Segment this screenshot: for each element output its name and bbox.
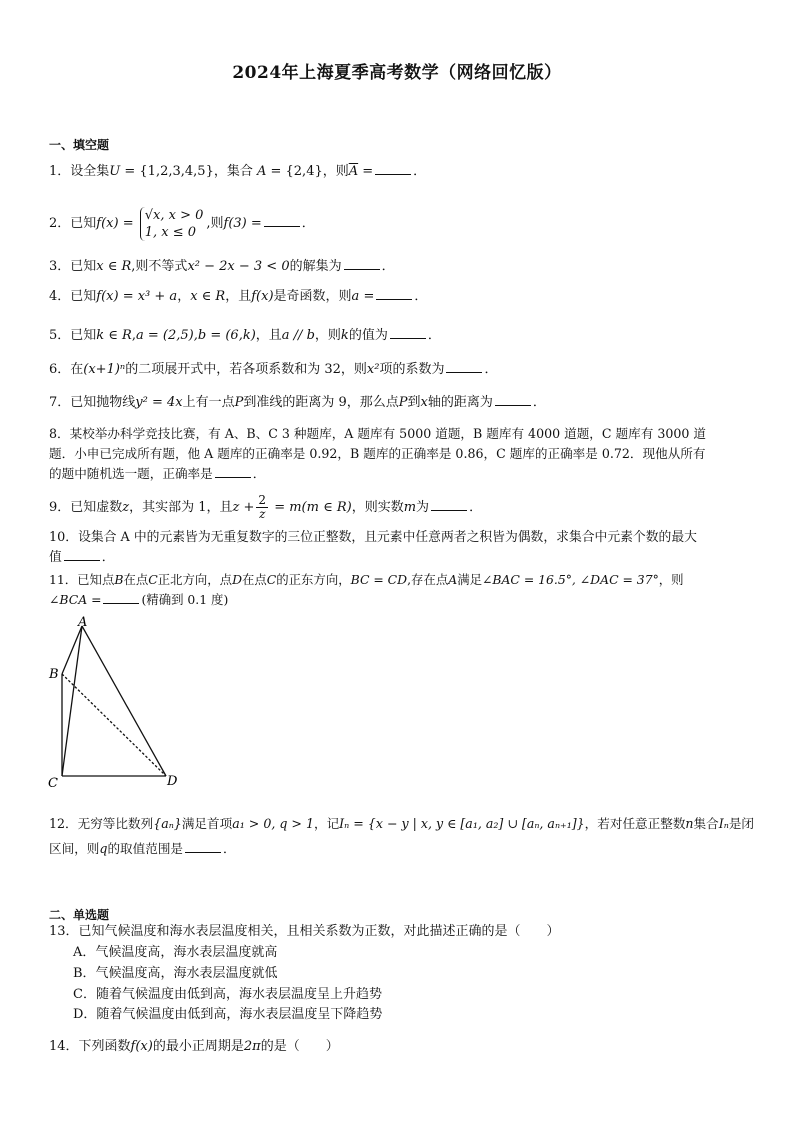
point-label-c: C (48, 776, 58, 791)
question-5: 5．已知k ∈ R,a = (2,5),b = (6,k)，且a // b，则k的值为 ． (49, 328, 441, 343)
answer-blank (375, 162, 411, 175)
question-12: 12．无穷等比数列{aₙ}满足首项a₁ > 0, q > 1，记Iₙ = {x − y | x, y ∈ [a₁, a₂] ∪ [aₙ, aₙ₊₁]}，若对任意正整数n集合Iₙ是闭 区间，则q的取值范围是 ． (49, 816, 755, 856)
question-9: 9．已知虚数z，其实部为 1，且z + $\frac{2}{z}$ = m(m ∈ R)，则实数m为 ． (49, 493, 483, 521)
question-4: 4．已知f(x) = x³ + a，x ∈ R，且f(x)是奇函数，则a = ． (49, 289, 428, 304)
answer-blank (495, 393, 531, 406)
answer-blank (446, 360, 482, 373)
segment-ad (82, 626, 166, 776)
answer-blank (390, 326, 426, 339)
page-title: 2024年上海夏季高考数学（网络回忆版） (232, 63, 562, 83)
option-b[interactable]: B．气候温度高，海水表层温度就低 (73, 966, 278, 981)
section-single-choice: 二、单选题 (49, 908, 110, 922)
answer-blank (344, 257, 380, 270)
answer-blank (264, 214, 300, 227)
point-label-b: B (49, 667, 59, 682)
answer-blank (215, 465, 251, 478)
section-fill-in-blank: 一、填空题 (49, 138, 110, 152)
question-1: 1．设全集U = {1,2,3,4,5}，集合 A = {2,4}，则$\overline{A}$ = ． (49, 164, 427, 179)
answer-blank (376, 287, 412, 300)
point-label-d: D (167, 774, 178, 789)
question-11: 11．已知点B在点C正北方向，点D在点C的正东方向，BC = CD,存在点A满足∠BAC = 16.5°, ∠DAC = 37°，则 ∠BCA = (精确到 0.1 度) (49, 572, 684, 607)
option-c[interactable]: C．随着气候温度由低到高，海水表层温度呈上升趋势 (73, 987, 382, 1002)
question-14: 14．下列函数f(x)的最小正周期是2π的是（ ） (49, 1039, 339, 1054)
answer-blank (431, 498, 467, 511)
option-d[interactable]: D．随着气候温度由低到高，海水表层温度呈下降趋势 (73, 1007, 383, 1022)
piecewise-function: √x, x > 0 1, x ≤ 0 (140, 207, 204, 241)
answer-blank (103, 591, 139, 604)
triangle-figure (40, 612, 190, 792)
segment-bd-dashed (62, 674, 166, 776)
answer-blank (64, 548, 100, 561)
question-2: 2．已知f(x) = √x, x > 0 1, x ≤ 0,则f(3) = ． (49, 207, 315, 240)
question-7: 7．已知抛物线y² = 4x上有一点P到准线的距离为 9，那么点P到x轴的距离为 ． (49, 395, 546, 410)
question-10: 10．设集合 A 中的元素皆为无重复数字的三位正整数，且元素中任意两者之积皆为偶数，求集合中元素个数的最大 值 ． (49, 530, 697, 565)
answer-blank (185, 840, 221, 853)
question-6: 6．在(x+1)ⁿ的二项展开式中，若各项系数和为 32，则x²项的系数为 ． (49, 362, 498, 377)
point-label-a: A (78, 615, 88, 630)
fraction-2-over-z: $\frac{2}{z}$ (258, 493, 267, 521)
option-a[interactable]: A．气候温度高，海水表层温度就高 (73, 945, 278, 960)
question-13: 13．已知气候温度和海水表层温度相关，且相关系数为正数，对此描述正确的是（ ） (49, 924, 560, 939)
question-3: 3．已知x ∈ R,则不等式x² − 2x − 3 < 0的解集为 ． (49, 259, 395, 274)
question-8: 8．某校举办科学竞技比赛，有 A、B、C 3 种题库，A 题库有 5000 道题，B 题库有 4000 道题，C 题库有 3000 道 题．小申已完成所有题，他 A 题库的正确率是 0.92，B 题库的正确率是 0.86，C 题库的正确率是 0.72．现他从所有 的题中随机选一题，正确率是 ． (49, 426, 706, 481)
